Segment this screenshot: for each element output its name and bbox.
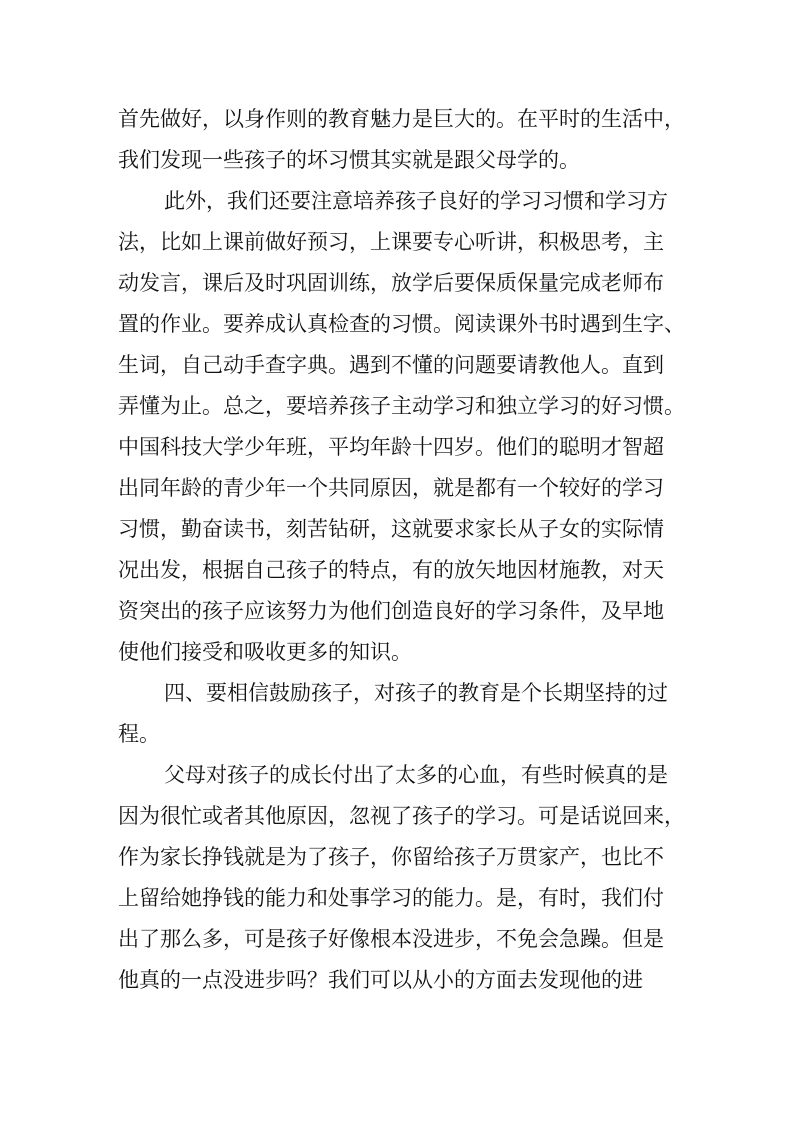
text-line: 因为很忙或者其他原因，忽视了孩子的学习。可是话说回来， [118, 804, 685, 828]
section-heading: 四、要相信鼓励孩子，对孩子的教育是个长期坚持的过 [164, 681, 668, 705]
text-line: 首先做好，以身作则的教育魅力是巨大的。在平时的生活中， [118, 107, 685, 131]
text-line: 生词，自己动手查字典。遇到不懂的问题要请教他人。直到 [118, 353, 664, 377]
text-line: 弄懂为止。总之，要培养孩子主动学习和独立学习的好习惯。 [118, 394, 685, 418]
paragraph-first-line: 父母对孩子的成长付出了太多的心血，有些时候真的是 [164, 763, 668, 787]
text-line: 出了那么多，可是孩子好像根本没进步，不免会急躁。但是 [118, 927, 664, 951]
text-line: 资突出的孩子应该努力为他们创造良好的学习条件，及早地 [118, 599, 664, 623]
text-line: 动发言，课后及时巩固训练，放学后要保质保量完成老师布 [118, 271, 664, 295]
text-line: 出同年龄的青少年一个共同原因，就是都有一个较好的学习 [118, 476, 664, 500]
text-line: 法，比如上课前做好预习，上课要专心听讲，积极思考，主 [118, 230, 664, 254]
text-line: 况出发，根据自己孩子的特点，有的放矢地因材施教，对天 [118, 558, 664, 582]
text-line: 习惯，勤奋读书，刻苦钻研，这就要求家长从子女的实际情 [118, 517, 664, 541]
text-line: 作为家长挣钱就是为了孩子，你留给孩子万贯家产，也比不 [118, 845, 664, 869]
text-line: 他真的一点没进步吗？我们可以从小的方面去发现他的进 [118, 968, 643, 992]
paragraph-first-line: 此外，我们还要注意培养孩子良好的学习习惯和学习方 [164, 189, 668, 213]
text-line: 上留给她挣钱的能力和处事学习的能力。是，有时，我们付 [118, 886, 664, 910]
text-line: 置的作业。要养成认真检查的习惯。阅读课外书时遇到生字、 [118, 312, 685, 336]
text-line: 中国科技大学少年班，平均年龄十四岁。他们的聪明才智超 [118, 435, 664, 459]
text-line: 程。 [118, 722, 160, 746]
text-line: 使他们接受和吸收更多的知识。 [118, 640, 412, 664]
text-line: 我们发现一些孩子的坏习惯其实就是跟父母学的。 [118, 148, 580, 172]
